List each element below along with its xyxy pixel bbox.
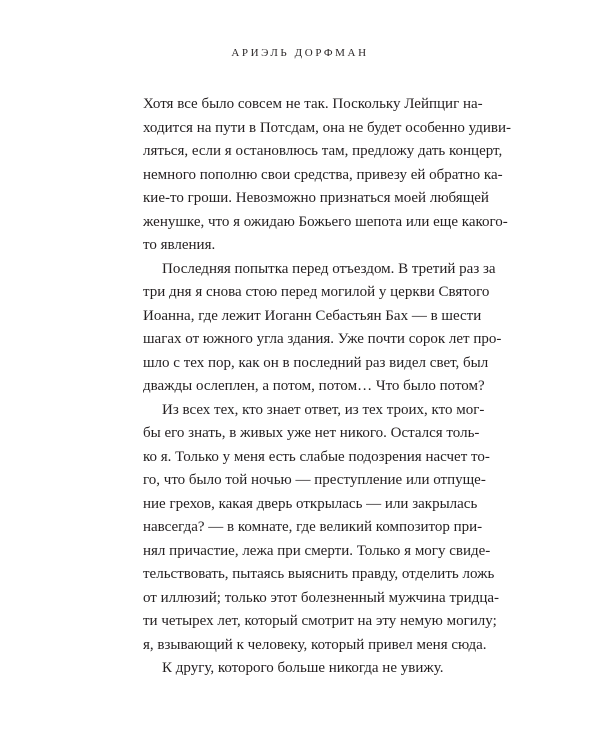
text-line: я, взывающий к человеку, который привел меня сюда. xyxy=(143,636,487,653)
text-line: ляться, если я остановлюсь там, предложу дать концерт, xyxy=(143,143,503,159)
text-line: го, что было той ночью — преступление или отпуще- xyxy=(143,472,486,488)
text-line: Иоанна, где лежит Иоганн Себастьян Бах — в шести xyxy=(143,307,482,324)
text-line: немного пополню свои средства, привезу ей обратно ка- xyxy=(143,166,503,183)
text-line: К другу, которого больше никогда не увижу. xyxy=(162,660,444,676)
text-line: три дня я снова стою перед могилой у церкви Святого xyxy=(143,284,490,300)
text-line: от иллюзий; только этот болезненный мужчина тридца- xyxy=(143,589,500,606)
text-line: ходится на пути в Потсдам, она не будет особенно удиви- xyxy=(143,119,511,136)
text-line: то явления. xyxy=(143,237,216,253)
text-line: тельствовать, пытаясь выяснить правду, отделить ложь xyxy=(143,566,495,582)
body-text xyxy=(143,93,511,681)
text-line: ти четырех лет, который смотрит на эту немую могилу; xyxy=(143,613,497,629)
text-line: дважды ослеплен, а потом, потом… Что было потом? xyxy=(143,378,485,394)
text-line: Хотя все было совсем не так. Поскольку Лейпциг на- xyxy=(143,96,483,112)
text-line: навсегда? — в комнате, где великий композитор при- xyxy=(143,519,483,535)
text-line: кие-то гроши. Невозможно признаться моей любящей xyxy=(143,190,489,206)
text-line: женушке, что я ожидаю Божьего шепота или еще какого- xyxy=(143,213,508,230)
text-line: Последняя попытка перед отъездом. В третий раз за xyxy=(162,260,496,277)
text-line: ние грехов, какая дверь открылась — или закрылась xyxy=(143,495,478,512)
text-line: нял причастие, лежа при смерти. Только я могу свиде- xyxy=(143,542,491,559)
text-line: ко я. Только у меня есть слабые подозрения насчет то- xyxy=(143,448,490,465)
text-line: Из всех тех, кто знает ответ, из тех троих, кто мог- xyxy=(162,401,485,418)
text-line: бы его знать, в живых уже нет никого. Остался толь- xyxy=(143,425,480,441)
text-line: шло с тех пор, как он в последний раз видел свет, был xyxy=(143,354,489,371)
running-head: АРИЭЛЬ ДОРФМАН xyxy=(231,47,369,59)
text-line: шагах от южного угла здания. Уже почти сорок лет про- xyxy=(143,331,502,347)
